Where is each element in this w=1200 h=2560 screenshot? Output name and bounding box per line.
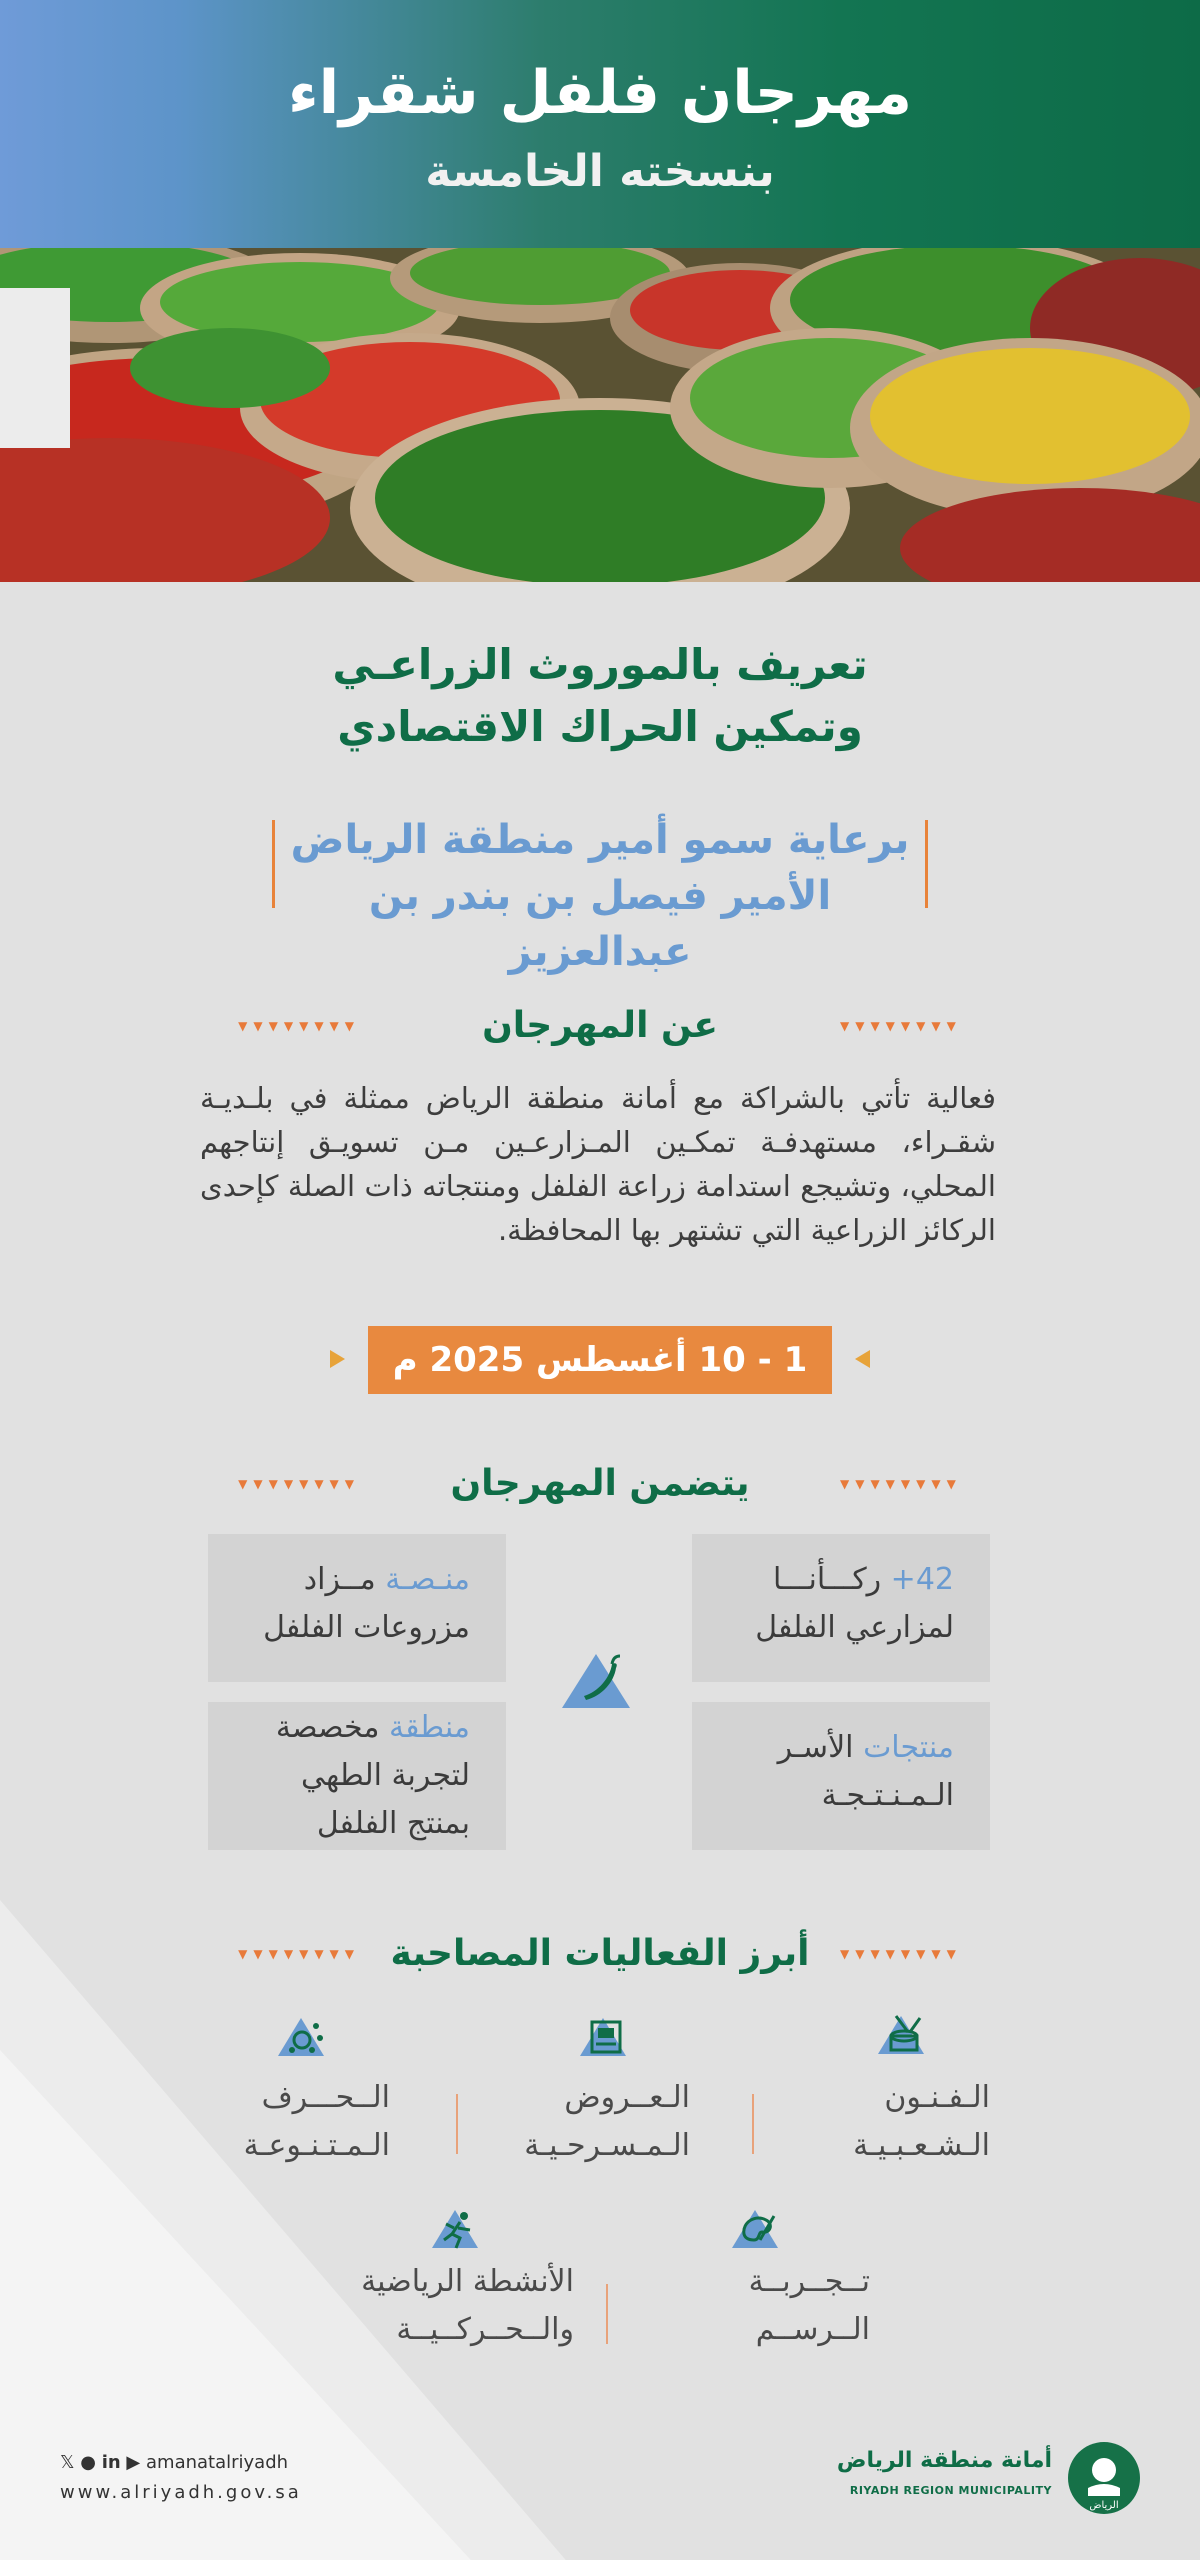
activity-divider	[456, 2094, 458, 2154]
feature-card-line	[226, 1556, 470, 1604]
feature-card	[692, 1534, 990, 1682]
municipality-name-en: RIYADH REGION MUNICIPALITY	[849, 2484, 1052, 2497]
about-paragraph: فعالية تأتي بالشراكة مع أمانة منطقة الرياض ممثلة في بلـديـة شقـراء، مستهدفـة تمكـين المـزارعـين مـن تسويـق إنتاجهم المحلي، وتشيجع استدامة زراعة الفلفل ومنتجاته ذات الصلة كإحدى الركائز الزراعية التي تشتهر بها المحافظة.	[200, 1081, 996, 1247]
feature-card-line: مزروعات الفلفل	[263, 1610, 470, 1645]
municipality-seal	[1068, 2442, 1140, 2514]
festival-edition: بنسخته الخامسة	[425, 146, 775, 197]
about-heading: عن المهرجان	[482, 1005, 718, 1046]
municipality-name-ar: أمانة منطقة الرياض	[836, 2448, 1052, 2473]
peppers-photo	[0, 248, 1200, 582]
includes-heading: يتضمن المهرجان	[450, 1463, 750, 1504]
triangle-ornament: ▼▼▼▼▼▼▼▼	[840, 1019, 962, 1033]
theater-icon	[578, 2014, 628, 2058]
youtube-icon[interactable]: ▶	[126, 2452, 141, 2473]
seal-icon	[1068, 2442, 1140, 2514]
patronage-block	[272, 812, 928, 975]
activity-item	[314, 2258, 574, 2354]
activity-line: الـمـسـرحـيـة	[524, 2128, 690, 2163]
feature-card-line	[226, 1704, 470, 1752]
feature-card-line: لمزارعي الفلفل	[755, 1610, 954, 1645]
feature-card-line: بمنتج الفلفل	[316, 1806, 470, 1841]
feature-card	[208, 1534, 506, 1682]
feature-card-label: الأسـر	[777, 1730, 864, 1765]
feature-card-line	[710, 1724, 954, 1772]
snapchat-icon[interactable]: ●	[80, 2452, 96, 2473]
triangle-ornament: ▼▼▼▼▼▼▼▼	[238, 1477, 360, 1491]
drum-icon	[876, 2012, 926, 2056]
date-banner	[330, 1326, 870, 1394]
triangle-ornament: ▼▼▼▼▼▼▼▼	[840, 1477, 962, 1491]
linkedin-icon[interactable]: in	[101, 2452, 121, 2473]
triangle-ornament: ▼▼▼▼▼▼▼▼	[238, 1019, 360, 1033]
peppers-illustration	[0, 248, 1200, 582]
activity-divider	[752, 2094, 754, 2154]
feature-card	[208, 1702, 506, 1850]
activity-line: الــرســم	[755, 2312, 870, 2347]
activity-item	[790, 2074, 990, 2170]
palette-icon	[730, 2206, 780, 2250]
triangle-ornament: ▼▼▼▼▼▼▼▼	[238, 1947, 360, 1961]
activity-line: الـفـنـون	[884, 2080, 990, 2115]
festival-dates: 1 - 10 أغسطس 2025 م	[368, 1326, 832, 1394]
feature-card-highlight: 42+	[890, 1562, 954, 1597]
social-handle[interactable]: amanatalriyadh	[146, 2452, 289, 2473]
activity-item	[490, 2074, 690, 2170]
activity-line: الــحـــرف	[261, 2080, 390, 2115]
runner-icon	[430, 2206, 480, 2250]
activity-line: والــحــركــيــة	[396, 2312, 574, 2347]
feature-card-line	[710, 1556, 954, 1604]
feature-card-highlight: منتجات	[863, 1730, 954, 1765]
activities-heading: أبرز الفعاليات المصاحبة	[390, 1933, 810, 1974]
activity-line: الـشـعـبـيـة	[853, 2128, 990, 2163]
activity-item	[630, 2258, 870, 2354]
feature-card-line: لتجربة الطهي	[301, 1758, 470, 1793]
x-icon[interactable]: 𝕏	[60, 2452, 75, 2473]
header-banner	[0, 0, 1200, 248]
chili-pepper-icon	[556, 1648, 636, 1712]
activity-line: تــجــربــة	[748, 2264, 870, 2299]
patronage-text	[272, 812, 928, 980]
activities-heading-row	[200, 1924, 1000, 1984]
feature-card-highlight: منـصـة	[385, 1562, 470, 1597]
about-heading-row	[200, 996, 1000, 1056]
seal-text: الرياض	[1089, 2500, 1119, 2511]
activity-divider	[606, 2284, 608, 2344]
intro-line: وتمكين الحراك الاقتصادي	[337, 702, 863, 751]
activity-line: الـعــروض	[564, 2080, 690, 2115]
website-url[interactable]: www.alriyadh.gov.sa	[60, 2482, 302, 2503]
includes-heading-row	[200, 1454, 1000, 1514]
feature-card-label: مــزاد	[303, 1562, 386, 1597]
intro-line: تعريف بالموروث الزراعـي	[332, 640, 868, 689]
feature-card-line: الـمـنـتـجـة	[821, 1778, 954, 1813]
municipality-logo	[836, 2442, 1140, 2518]
activity-line: الـمـتـنـوعـة	[243, 2128, 390, 2163]
intro-heading	[0, 634, 1200, 758]
patronage-line: الأمير فيصل بن بندر بن عبدالعزيز	[368, 873, 832, 975]
feature-card-label: ركـــأنـــا	[773, 1562, 891, 1597]
activity-line: الأنشطة الرياضية	[361, 2264, 574, 2299]
crafts-icon	[276, 2014, 326, 2058]
feature-card-label: مخصصة	[275, 1710, 389, 1745]
social-links	[60, 2452, 288, 2473]
activity-item	[190, 2074, 390, 2170]
about-text	[200, 1076, 996, 1252]
triangle-ornament: ▼▼▼▼▼▼▼▼	[840, 1947, 962, 1961]
triangle-ornament	[855, 1350, 870, 1368]
feature-card	[692, 1702, 990, 1850]
festival-title: مهرجان فلفل شقراء	[287, 58, 913, 128]
patronage-line: برعاية سمو أمير منطقة الرياض	[290, 817, 910, 863]
triangle-ornament	[330, 1350, 345, 1368]
feature-card-highlight: منطقة	[389, 1710, 470, 1745]
